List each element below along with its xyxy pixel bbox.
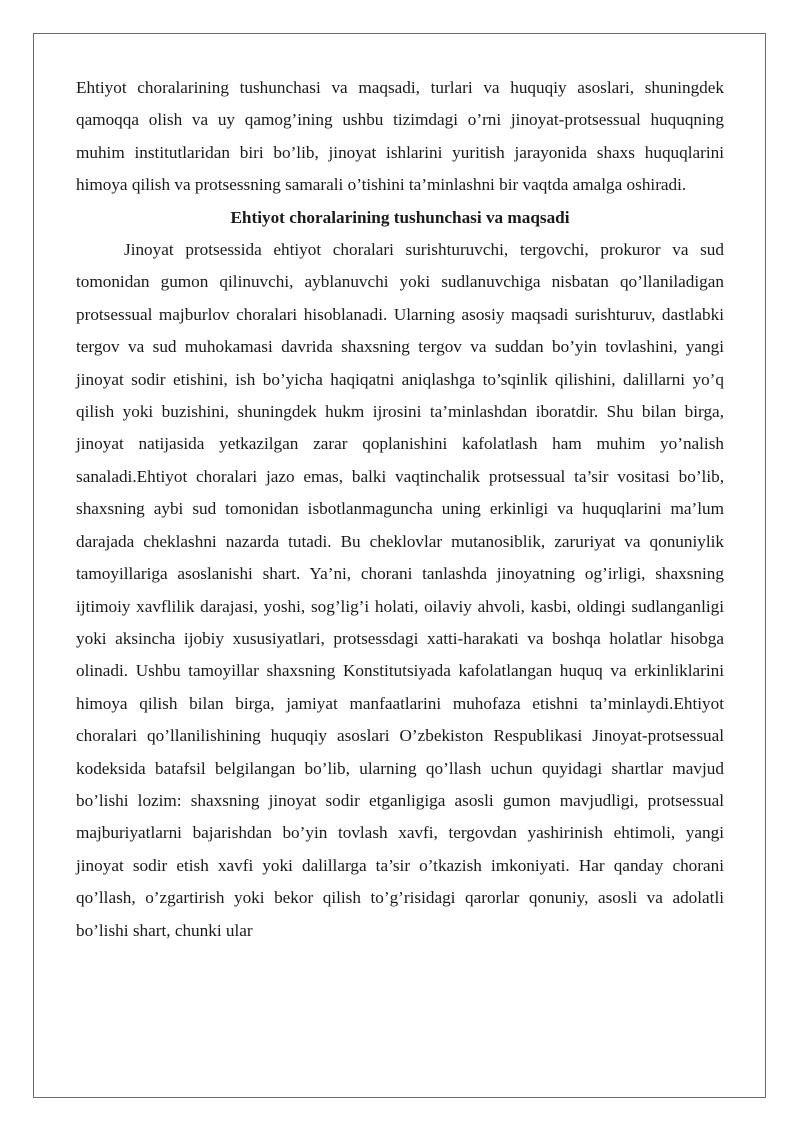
section-heading: Ehtiyot choralarining tushunchasi va maqsadi — [230, 207, 570, 227]
body-paragraph: Jinoyat protsessida ehtiyot choralari surishturuvchi, tergovchi, prokuror va sud tomonidan gumon qilinuvchi, ayblanuvchi yoki sudlanuvchiga nisbatan qo’llaniladigan protsessual majburlov choralari hisoblanadi. Ularning asosiy maqsadi surishturuv, dastlabki tergov va sud muhokamasi davrida shaxsning tergov va suddan bo’yin tovlashini, yangi jinoyat sodir etishini, ish bo’yicha haqiqatni aniqlashga to’sqinlik qilishini, dalillarni yo’q qilish yoki buzishini, shuningdek hukm ijrosini ta’minlashdan iboratdir. Shu bilan birga, jinoyat natijasida yetkazilgan zarar qoplanishini kafolatlash ham muhim yo’nalish sanaladi.Ehtiyot choralari jazo emas, balki vaqtinchalik protsessual ta’sir vositasi bo’lib, shaxsning aybi sud tomonidan isbotlanmaguncha uning erkinligi va huquqlarini ma’lum darajada cheklashni nazarda tutadi. Bu cheklovlar mutanosiblik, zaruriyat va qonuniylik tamoyillariga asoslanishi shart. Ya’ni, chorani tanlashda jinoyatning og’irligi, shaxsning ijtimoiy xavflilik darajasi, yoshi, sog’lig’i holati, oilaviy ahvoli, kasbi, oldingi sudlanganligi yoki aksincha ijobiy xususiyatlari, protsessdagi xatti-harakati va boshqa holatlar hisobga olinadi. Ushbu tamoyillar shaxsning Konstitutsiyada kafolatlangan huquq va erkinliklarini himoya qilish bilan birga, jamiyat manfaatlarini muhofaza etishni ta’minlaydi.Ehtiyot choralari qo’llanilishining huquqiy asoslari O’zbekiston Respublikasi Jinoyat-protsessual kodeksida batafsil belgilangan bo’lib, ularning qo’llash uchun quyidagi shartlar mavjud bo’lishi lozim: shaxsning jinoyat sodir etganligiga asosli gumon mavjudligi, protsessual majburiyatlarni bajarishdan bo’yin tovlash xavfi, tergovdan yashirinish ehtimoli, yangi jinoyat sodir etish xavfi yoki dalillarga ta’sir o’tkazish imkoniyati. Har qanday chorani qo’llash, o’zgartirish yoki bekor qilish to’g’risidagi qarorlar qonuniy, asosli va adolatli bo’lishi shart, chunki ular — [76, 240, 724, 940]
intro-paragraph: Ehtiyot choralarining tushunchasi va maqsadi, turlari va huquqiy asoslari, shuningdek qamoqqa olish va uy qamog’ining ushbu tizimdagi o’rni jinoyat-protsessual huquqning muhim institutlaridan biri bo’lib, jinoyat ishlarini yuritish jarayonida shaxs huquqlarini himoya qilish va protsessning samarali o’tishini ta’minlashni bir vaqtda amalga oshiradi. — [76, 78, 724, 195]
document-body — [76, 72, 724, 947]
